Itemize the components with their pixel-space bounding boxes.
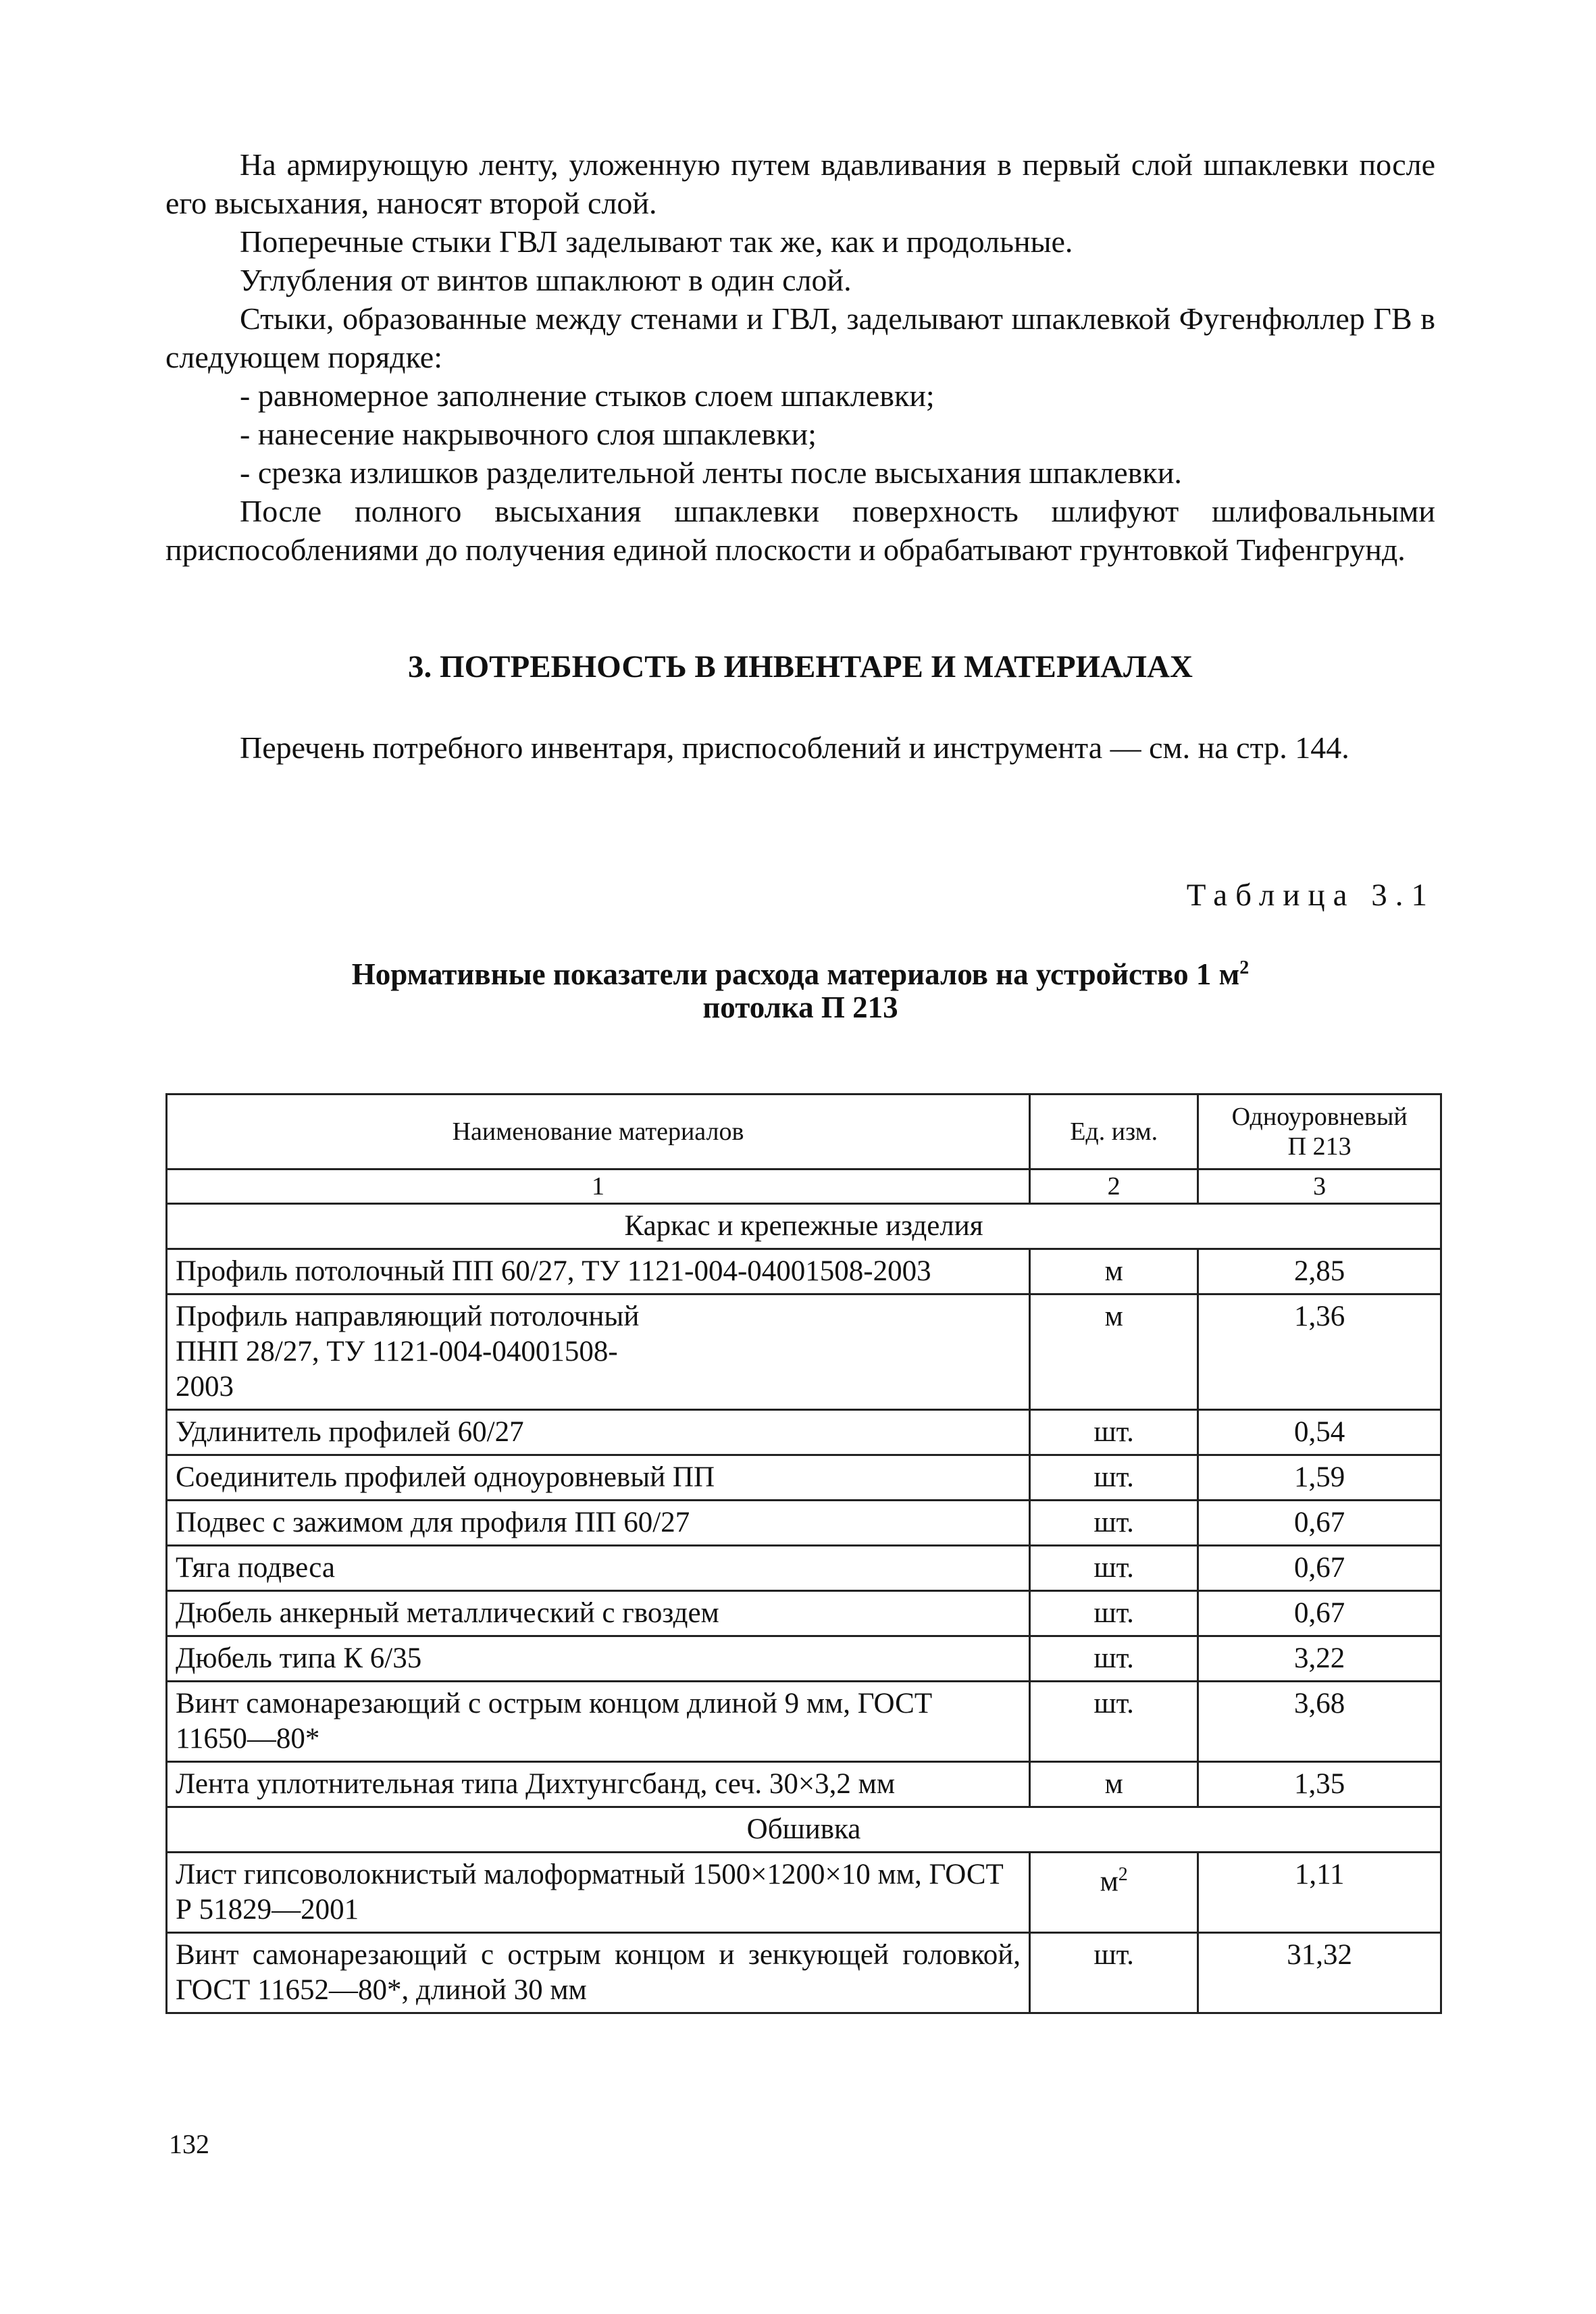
material-value: 0,67	[1198, 1591, 1441, 1636]
table-row	[167, 1933, 1441, 2013]
material-unit: шт.	[1030, 1546, 1198, 1591]
material-value: 3,22	[1198, 1636, 1441, 1682]
material-name: Винт самонарезающий с острым концом и зенкующей головкой, ГОСТ 11652—80*, длиной 30 мм	[167, 1933, 1030, 2013]
bullet-fill-joints: - равномерное заполнение стыков слоем шпаклевки;	[240, 378, 935, 413]
table-title-line2: потолка П 213	[702, 990, 898, 1024]
header-name: Наименование материалов	[167, 1095, 1030, 1169]
header-unit: Ед. изм.	[1030, 1095, 1198, 1169]
material-value: 0,67	[1198, 1546, 1441, 1591]
material-name: Дюбель типа К 6/35	[167, 1636, 1030, 1682]
material-name: Профиль направляющий потолочный ПНП 28/27, ТУ 1121-004-04001508-2003	[167, 1294, 1030, 1410]
material-name: Тяга подвеса	[167, 1546, 1030, 1591]
table-row	[167, 1294, 1441, 1410]
table-row	[167, 1249, 1441, 1294]
materials-table	[165, 1093, 1442, 2014]
table-row	[167, 1546, 1441, 1591]
table-row	[167, 1853, 1441, 1933]
column-number-2: 2	[1030, 1169, 1198, 1204]
material-unit: шт.	[1030, 1455, 1198, 1501]
table-row	[167, 1636, 1441, 1682]
table-row	[167, 1410, 1441, 1455]
material-value: 0,67	[1198, 1501, 1441, 1546]
table-row	[167, 1591, 1441, 1636]
material-unit: $м^2$	[1030, 1853, 1198, 1933]
material-unit: шт.	[1030, 1636, 1198, 1682]
material-value: 0,54	[1198, 1410, 1441, 1455]
header-row	[167, 1095, 1441, 1169]
material-unit: шт.	[1030, 1591, 1198, 1636]
material-value: 3,68	[1198, 1682, 1441, 1762]
material-name: Лист гипсоволокнистый малоформатный 1500×1200×10 мм, ГОСТ Р 51829—2001	[167, 1853, 1030, 1933]
material-name: Лента уплотнительная типа Дихтунгсбанд, сеч. 30×3,2 мм	[167, 1762, 1030, 1807]
bullet-cut-tape: - срезка излишков разделительной ленты после высыхания шпаклевки.	[240, 455, 1182, 490]
material-name: Соединитель профилей одноуровневый ПП	[167, 1455, 1030, 1501]
table-title-line1: Нормативные показатели расхода материалов на устройство 1 $м^2$	[351, 957, 1250, 991]
section-row-sheathing	[167, 1807, 1441, 1853]
material-unit: шт.	[1030, 1501, 1198, 1546]
material-unit: шт.	[1030, 1682, 1198, 1762]
paragraph-wall-joints: Стыки, образованные между стенами и ГВЛ, заделывают шпаклевкой Фугенфюллер ГВ в следующем порядке:	[165, 301, 1435, 374]
material-unit: м	[1030, 1249, 1198, 1294]
material-unit: шт.	[1030, 1410, 1198, 1455]
material-name: Профиль потолочный ПП 60/27, ТУ 1121-004-04001508-2003	[167, 1249, 1030, 1294]
material-unit: м	[1030, 1294, 1198, 1410]
paragraph-sanding: После полного высыхания шпаклевки поверхность шлифуют шлифовальными приспособлениями до получения единой плоскости и обрабатывают грунтовкой Тифенгрунд.	[165, 494, 1435, 567]
section-frame-label: Каркас и крепежные изделия	[167, 1204, 1441, 1249]
section-intro: Перечень потребного инвентаря, приспособлений и инструмента — см. на стр. 144.	[240, 730, 1349, 765]
material-name: Дюбель анкерный металлический с гвоздем	[167, 1591, 1030, 1636]
table-row	[167, 1682, 1441, 1762]
material-value: 1,35	[1198, 1762, 1441, 1807]
column-number-1: 1	[167, 1169, 1030, 1204]
page-number: 132	[169, 2129, 209, 2159]
material-value: 1,59	[1198, 1455, 1441, 1501]
material-unit: шт.	[1030, 1933, 1198, 2013]
material-name: Подвес с зажимом для профиля ПП 60/27	[167, 1501, 1030, 1546]
material-value: 31,32	[1198, 1933, 1441, 2013]
paragraph-transverse-joints: Поперечные стыки ГВЛ заделывают так же, как и продольные.	[240, 224, 1073, 259]
material-name: Винт самонарезающий с острым концом длиной 9 мм, ГОСТ 11650—80*	[167, 1682, 1030, 1762]
table-row	[167, 1762, 1441, 1807]
table-row	[167, 1455, 1441, 1501]
material-name: Удлинитель профилей 60/27	[167, 1410, 1030, 1455]
paragraph-reinforcing-tape: На армирующую ленту, уложенную путем вдавливания в первый слой шпаклевки после его высыхания, наносят второй слой.	[165, 147, 1435, 220]
bullet-cover-layer: - нанесение накрывочного слоя шпаклевки;	[240, 417, 817, 451]
material-value: 1,36	[1198, 1294, 1441, 1410]
section-heading: 3. ПОТРЕБНОСТЬ В ИНВЕНТАРЕ И МАТЕРИАЛАХ	[408, 649, 1193, 684]
material-value: 2,85	[1198, 1249, 1441, 1294]
section-sheathing-label: Обшивка	[167, 1807, 1441, 1853]
material-value: 1,11	[1198, 1853, 1441, 1933]
header-value: Одноуровневый П 213	[1198, 1095, 1441, 1169]
unit-superscript: 2	[1118, 1864, 1128, 1885]
section-row-frame	[167, 1204, 1441, 1249]
material-unit: м	[1030, 1762, 1198, 1807]
column-number-3: 3	[1198, 1169, 1441, 1204]
table-row	[167, 1501, 1441, 1546]
table-label: Таблица 3.1	[1186, 878, 1435, 913]
superscript-2: 2	[1239, 957, 1250, 978]
column-number-row	[167, 1169, 1441, 1204]
paragraph-screw-recesses: Углубления от винтов шпаклюют в один слой.	[240, 263, 852, 297]
